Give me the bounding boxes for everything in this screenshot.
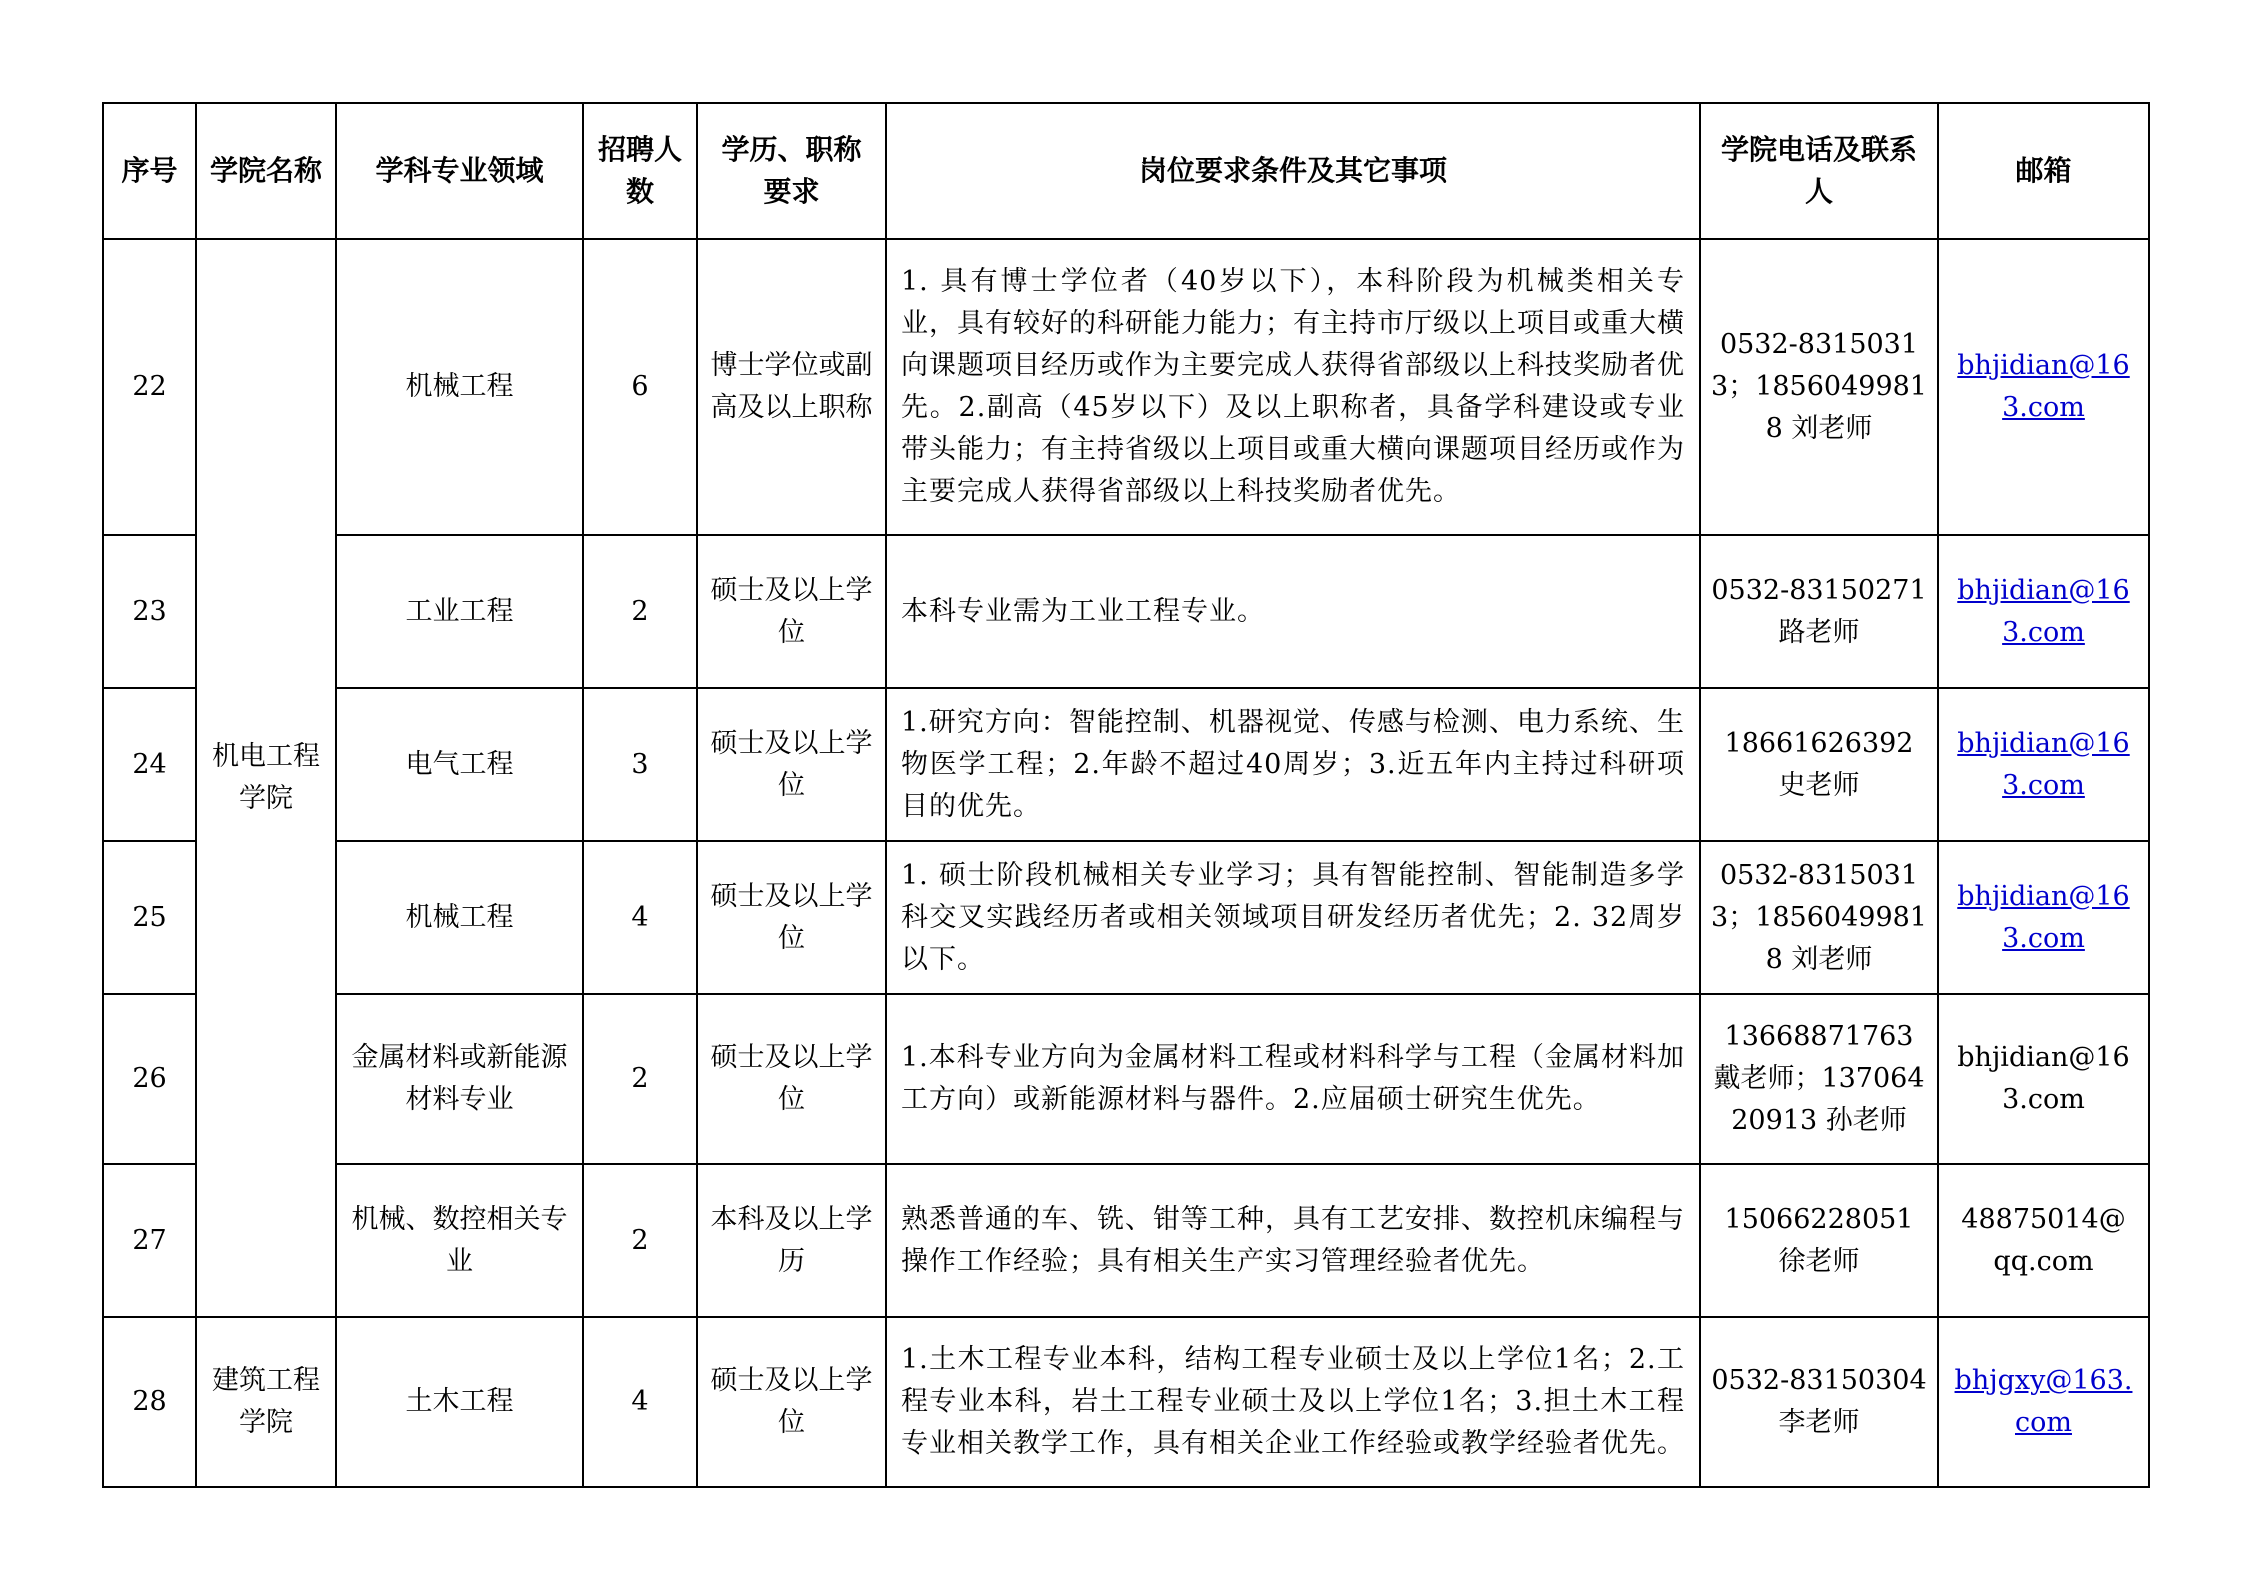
row-requirements: 1.研究方向：智能控制、机器视觉、传感与检测、电力系统、生物医学工程；2.年龄不超过40周岁；3.近五年内主持过科研项目的优先。 <box>886 688 1700 841</box>
row-contact: 13668871763 戴老师；13706420913 孙老师 <box>1700 994 1938 1164</box>
recruitment-table <box>102 102 2150 1488</box>
row-field: 电气工程 <box>336 688 583 841</box>
row-degree: 硕士及以上学位 <box>697 1317 886 1487</box>
table-row <box>103 994 2149 1164</box>
table-row <box>103 239 2149 535</box>
row-degree: 硕士及以上学位 <box>697 688 886 841</box>
header-count: 招聘人数 <box>583 103 697 239</box>
row-email <box>1938 535 2149 688</box>
row-email <box>1938 1317 2149 1487</box>
header-requirements: 岗位要求条件及其它事项 <box>886 103 1700 239</box>
row-count: 4 <box>583 1317 697 1487</box>
row-degree: 博士学位或副高及以上职称 <box>697 239 886 535</box>
row-index: 22 <box>103 239 196 535</box>
row-contact: 15066228051 徐老师 <box>1700 1164 1938 1317</box>
row-field: 土木工程 <box>336 1317 583 1487</box>
table-row <box>103 841 2149 994</box>
email-link[interactable]: bhjidian@163.com <box>1957 727 2130 801</box>
row-requirements: 1.本科专业方向为金属材料工程或材料科学与工程（金属材料加工方向）或新能源材料与器件。2.应届硕士研究生优先。 <box>886 994 1700 1164</box>
row-index: 27 <box>103 1164 196 1317</box>
row-requirements: 1. 硕士阶段机械相关专业学习；具有智能控制、智能制造多学科交叉实践经历者或相关领域项目研发经历者优先；2. 32周岁以下。 <box>886 841 1700 994</box>
row-count: 6 <box>583 239 697 535</box>
email-link[interactable]: bhjgxy@163.com <box>1954 1365 2133 1438</box>
row-contact: 18661626392 史老师 <box>1700 688 1938 841</box>
row-requirements: 本科专业需为工业工程专业。 <box>886 535 1700 688</box>
header-college: 学院名称 <box>196 103 336 239</box>
row-requirements: 1. 具有博士学位者（40岁以下），本科阶段为机械类相关专业，具有较好的科研能力能力；有主持市厅级以上项目或重大横向课题项目经历或作为主要完成人获得省部级以上科技奖励者优先。2.副高（45岁以下）及以上职称者，具备学科建设或专业带头能力；有主持省级以上项目或重大横向课题项目经历或作为主要完成人获得省部级以上科技奖励者优先。 <box>886 239 1700 535</box>
row-field: 机械工程 <box>336 841 583 994</box>
row-email <box>1938 994 2149 1164</box>
table-row <box>103 688 2149 841</box>
row-requirements: 熟悉普通的车、铣、钳等工种，具有工艺安排、数控机床编程与操作工作经验；具有相关生产实习管理经验者优先。 <box>886 1164 1700 1317</box>
email-text: 48875014@qq.com <box>1961 1203 2126 1277</box>
email-link[interactable]: bhjidian@163.com <box>1957 574 2130 648</box>
table-row <box>103 1164 2149 1317</box>
row-field: 机械、数控相关专业 <box>336 1164 583 1317</box>
email-text: bhjidian@163.com <box>1957 1042 2130 1115</box>
table-row <box>103 1317 2149 1487</box>
row-requirements: 1.土木工程专业本科，结构工程专业硕士及以上学位1名；2.工程专业本科，岩土工程专业硕士及以上学位1名；3.担土木工程专业相关教学工作，具有相关企业工作经验或教学经验者优先。 <box>886 1317 1700 1487</box>
header-index: 序号 <box>103 103 196 239</box>
row-degree: 硕士及以上学位 <box>697 535 886 688</box>
row-email <box>1938 1164 2149 1317</box>
header-degree: 学历、职称要求 <box>697 103 886 239</box>
row-count: 2 <box>583 994 697 1164</box>
college-name-jidian: 机电工程学院 <box>196 239 336 1317</box>
row-index: 28 <box>103 1317 196 1487</box>
header-contact: 学院电话及联系人 <box>1700 103 1938 239</box>
row-index: 24 <box>103 688 196 841</box>
row-email <box>1938 841 2149 994</box>
row-field: 机械工程 <box>336 239 583 535</box>
header-field: 学科专业领域 <box>336 103 583 239</box>
row-degree: 硕士及以上学位 <box>697 841 886 994</box>
row-count: 2 <box>583 1164 697 1317</box>
row-contact: 0532-83150271 路老师 <box>1700 535 1938 688</box>
row-count: 2 <box>583 535 697 688</box>
email-link[interactable]: bhjidian@163.com <box>1957 350 2130 423</box>
row-contact: 0532-83150304 李老师 <box>1700 1317 1938 1487</box>
table-row <box>103 535 2149 688</box>
row-count: 4 <box>583 841 697 994</box>
row-email <box>1938 688 2149 841</box>
email-link[interactable]: bhjidian@163.com <box>1957 880 2130 954</box>
header-email: 邮箱 <box>1938 103 2149 239</box>
row-contact: 0532-83150313；18560499818 刘老师 <box>1700 841 1938 994</box>
row-contact: 0532-83150313；18560499818 刘老师 <box>1700 239 1938 535</box>
row-index: 25 <box>103 841 196 994</box>
header-row <box>103 103 2149 239</box>
row-index: 26 <box>103 994 196 1164</box>
recruitment-table-page <box>102 102 2150 1488</box>
row-degree: 本科及以上学历 <box>697 1164 886 1317</box>
row-index: 23 <box>103 535 196 688</box>
row-email <box>1938 239 2149 535</box>
row-degree: 硕士及以上学位 <box>697 994 886 1164</box>
row-count: 3 <box>583 688 697 841</box>
row-field: 工业工程 <box>336 535 583 688</box>
row-field: 金属材料或新能源材料专业 <box>336 994 583 1164</box>
college-name-jianzhu: 建筑工程学院 <box>196 1317 336 1487</box>
